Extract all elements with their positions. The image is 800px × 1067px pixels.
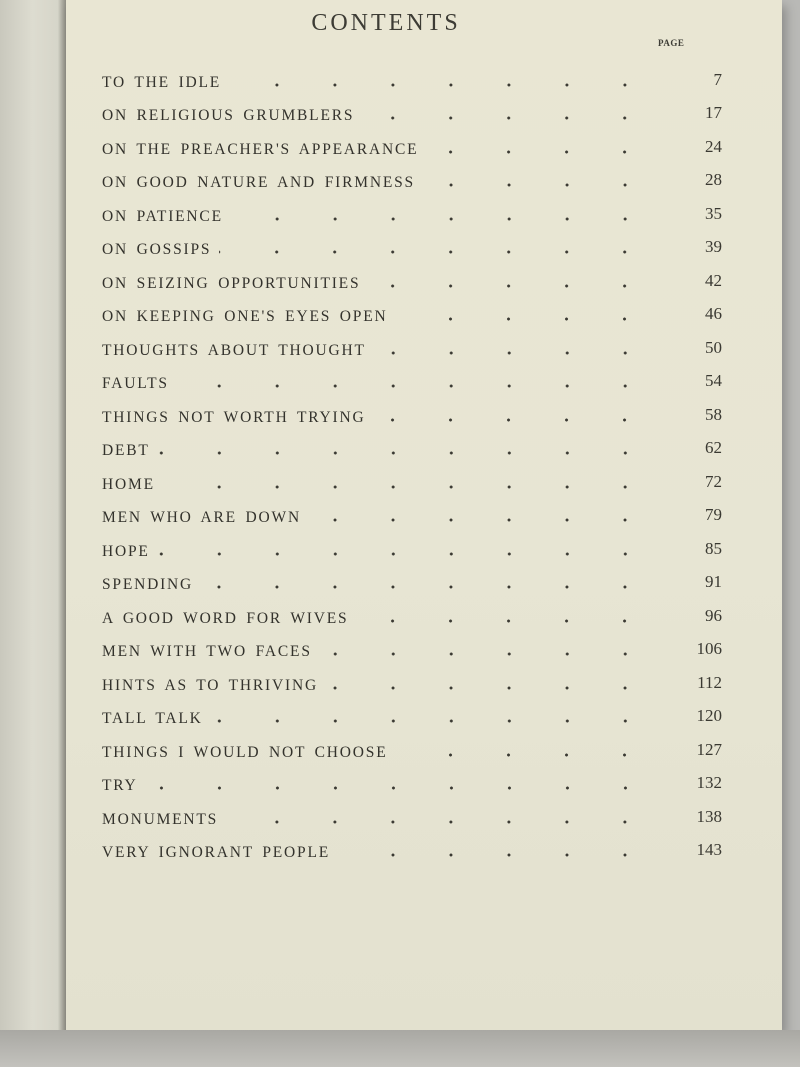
- table-of-contents: [102, 66, 722, 870]
- toc-entry-title: VERY IGNORANT PEOPLE: [102, 844, 331, 862]
- toc-entry-page-number: 24: [705, 136, 722, 156]
- toc-entry: [102, 535, 722, 569]
- toc-entry: [102, 736, 722, 770]
- dot-leader: [309, 515, 654, 525]
- dot-leader: [146, 783, 654, 793]
- toc-entry-title: SPENDING: [102, 576, 194, 594]
- toc-entry: [102, 167, 722, 201]
- toc-entry-title: MONUMENTS: [102, 810, 219, 828]
- toc-entry: [102, 133, 722, 167]
- toc-entry-title: ON KEEPING ONE'S EYES OPEN: [102, 308, 388, 326]
- toc-entry-title: HINTS AS TO THRIVING: [102, 676, 318, 694]
- toc-entry-page-number: 138: [696, 806, 722, 826]
- toc-entry-title: TALL TALK: [102, 710, 203, 728]
- toc-entry-title: ON RELIGIOUS GRUMBLERS: [102, 107, 355, 125]
- dot-leader: [373, 415, 654, 425]
- toc-entry: [102, 502, 722, 536]
- toc-entry-page-number: 62: [705, 438, 722, 458]
- toc-entry-page-number: 42: [705, 270, 722, 290]
- dot-leader: [362, 113, 654, 123]
- toc-entry-page-number: 39: [705, 237, 722, 257]
- toc-entry-title: TRY: [102, 777, 138, 795]
- toc-entry-title: THOUGHTS ABOUT THOUGHT: [102, 341, 366, 359]
- dot-leader: [226, 817, 654, 827]
- toc-entry-page-number: 127: [696, 739, 722, 759]
- dot-leader: [158, 448, 654, 458]
- toc-entry: [102, 837, 722, 871]
- dot-leader: [368, 281, 654, 291]
- toc-entry-page-number: 96: [705, 605, 722, 625]
- toc-entry: [102, 301, 722, 335]
- toc-entry-title: THINGS I WOULD NOT CHOOSE: [102, 743, 388, 761]
- toc-entry-page-number: 35: [705, 203, 722, 223]
- dot-leader: [426, 147, 654, 157]
- dot-leader: [201, 582, 654, 592]
- toc-entry: [102, 234, 722, 268]
- toc-entry-title: ON PATIENCE: [102, 207, 223, 225]
- toc-entry: [102, 66, 722, 100]
- toc-entry-page-number: 106: [696, 639, 722, 659]
- toc-entry-title: MEN WITH TWO FACES: [102, 643, 312, 661]
- toc-entry-title: ON GOOD NATURE AND FIRMNESS: [102, 174, 415, 192]
- dot-leader: [219, 247, 654, 257]
- dot-leader: [229, 80, 654, 90]
- toc-entry: [102, 100, 722, 134]
- toc-entry-page-number: 58: [705, 404, 722, 424]
- toc-entry-title: ON SEIZING OPPORTUNITIES: [102, 274, 361, 292]
- toc-entry-page-number: 132: [696, 773, 722, 793]
- toc-entry-title: THINGS NOT WORTH TRYING: [102, 408, 366, 426]
- toc-entry: [102, 569, 722, 603]
- toc-entry: [102, 636, 722, 670]
- toc-entry-title: TO THE IDLE: [102, 73, 222, 91]
- toc-entry: [102, 602, 722, 636]
- dot-leader: [211, 716, 654, 726]
- dot-leader: [423, 180, 654, 190]
- toc-entry-title: FAULTS: [102, 375, 169, 393]
- dot-leader: [374, 348, 654, 358]
- dot-leader: [158, 549, 654, 559]
- toc-entry-title: HOME: [102, 475, 155, 493]
- toc-entry-title: HOPE: [102, 542, 150, 560]
- page-title: CONTENTS: [311, 10, 461, 36]
- page-column-header: PAGE: [658, 38, 685, 48]
- dot-leader: [395, 314, 654, 324]
- toc-entry-title: ON GOSSIPS: [102, 241, 212, 259]
- toc-entry: [102, 703, 722, 737]
- toc-entry-title: ON THE PREACHER'S APPEARANCE: [102, 140, 419, 158]
- toc-entry-title: MEN WHO ARE DOWN: [102, 509, 301, 527]
- toc-entry: [102, 401, 722, 435]
- toc-entry: [102, 770, 722, 804]
- toc-entry: [102, 368, 722, 402]
- toc-entry-page-number: 112: [697, 672, 722, 692]
- toc-entry-page-number: 54: [705, 371, 722, 391]
- toc-entry-page-number: 28: [705, 170, 722, 190]
- toc-entry: [102, 435, 722, 469]
- toc-entry-page-number: 46: [705, 304, 722, 324]
- dot-leader: [177, 381, 654, 391]
- toc-entry: [102, 803, 722, 837]
- toc-entry-page-number: 17: [705, 103, 722, 123]
- toc-entry-page-number: 79: [705, 505, 722, 525]
- toc-entry-title: DEBT: [102, 442, 150, 460]
- dot-leader: [231, 214, 654, 224]
- toc-entry: [102, 200, 722, 234]
- toc-entry: [102, 669, 722, 703]
- dot-leader: [163, 482, 654, 492]
- dot-leader: [320, 649, 654, 659]
- toc-entry: [102, 468, 722, 502]
- toc-entry-title: A GOOD WORD FOR WIVES: [102, 609, 349, 627]
- toc-entry: [102, 334, 722, 368]
- toc-entry-page-number: 85: [705, 538, 722, 558]
- dot-leader: [338, 850, 654, 860]
- toc-entry-page-number: 72: [705, 471, 722, 491]
- dot-leader: [326, 683, 654, 693]
- toc-entry-page-number: 91: [705, 572, 722, 592]
- toc-entry-page-number: 7: [713, 69, 722, 89]
- dot-leader: [395, 750, 654, 760]
- toc-entry-page-number: 120: [696, 706, 722, 726]
- toc-entry-page-number: 143: [696, 840, 722, 860]
- toc-entry: [102, 267, 722, 301]
- table-surface: [0, 1030, 800, 1067]
- dot-leader: [356, 616, 654, 626]
- toc-entry-page-number: 50: [705, 337, 722, 357]
